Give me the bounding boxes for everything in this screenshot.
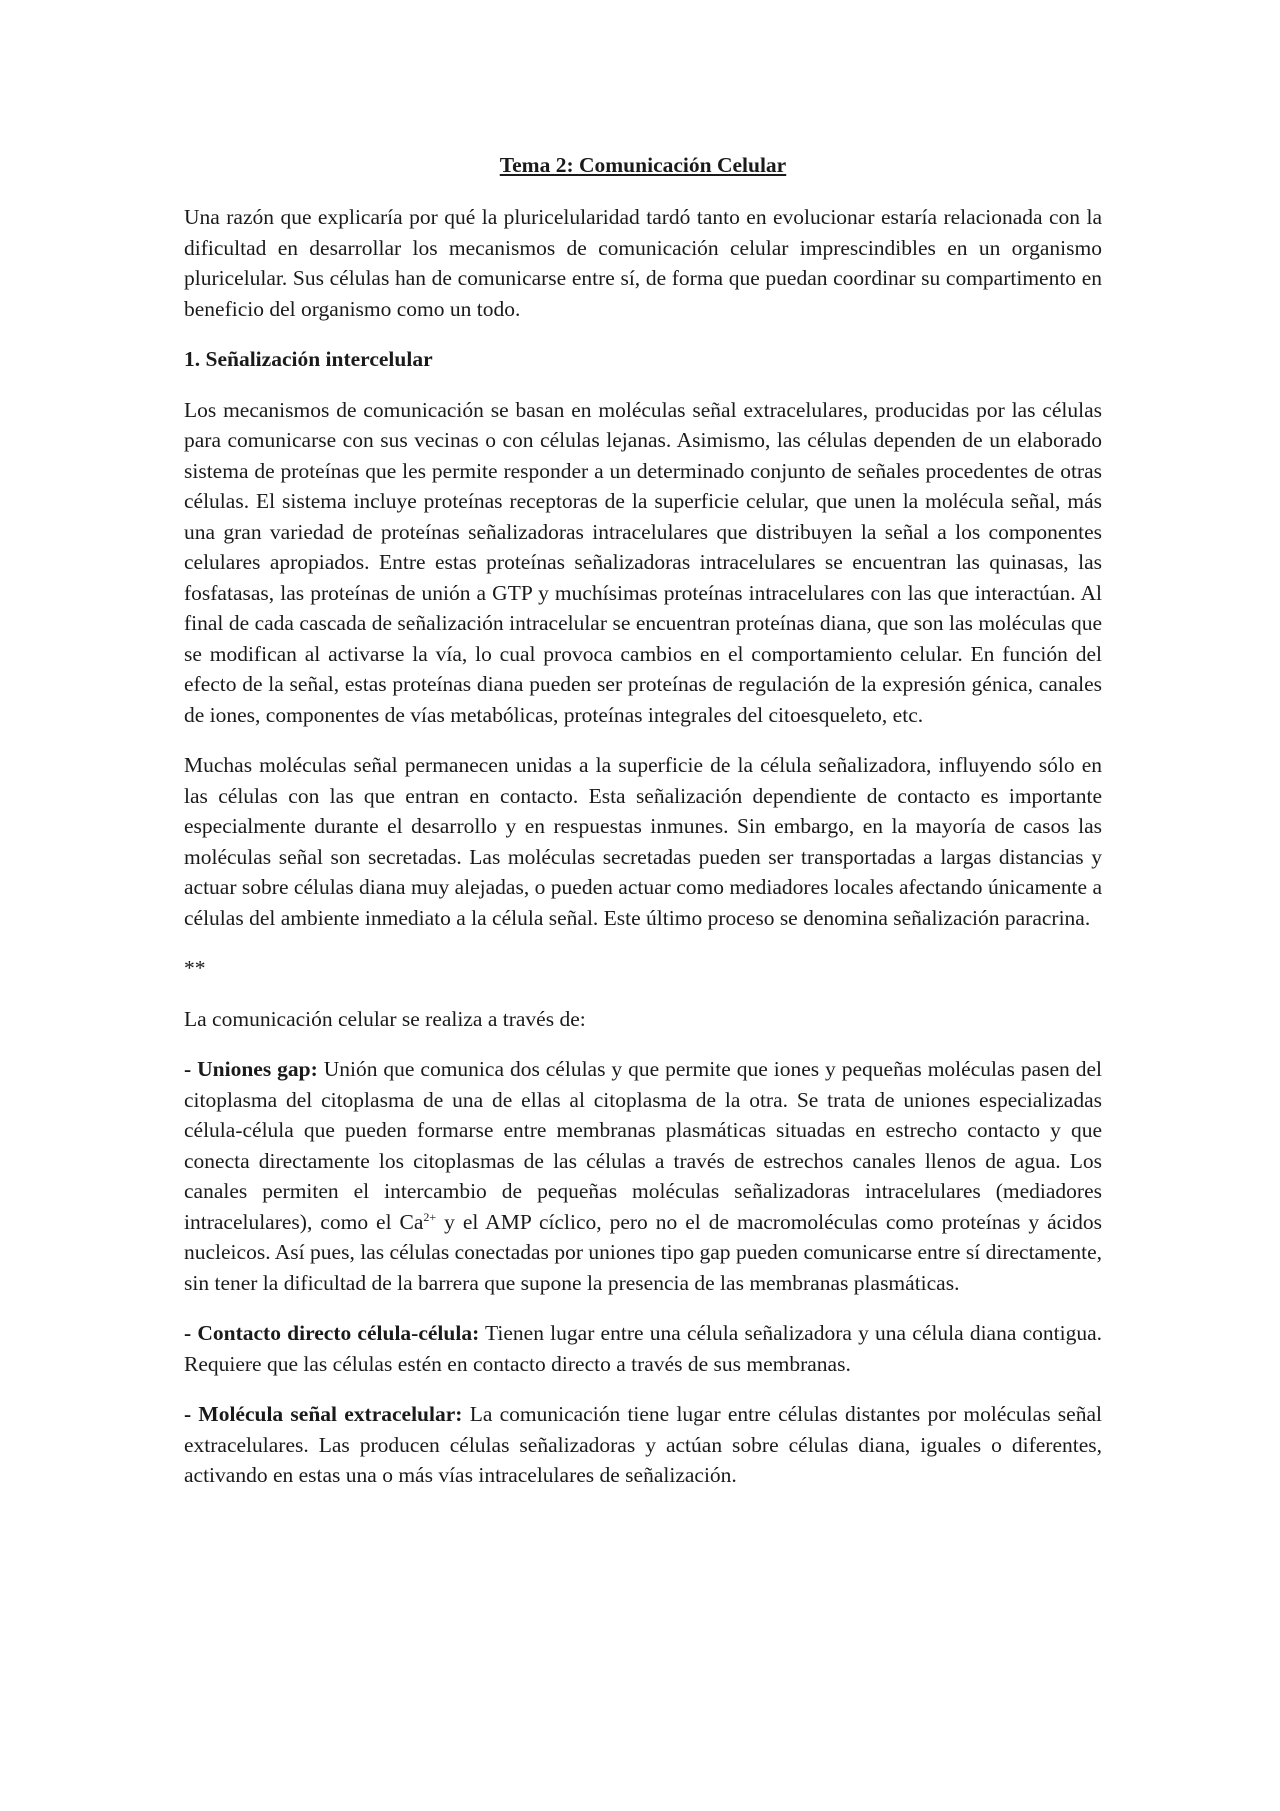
list-item-label: - Contacto directo célula-célula:: [184, 1321, 480, 1345]
list-item-text: La comunicación tiene lugar entre células distantes por moléculas señal extracelulares. Las producen células señalizadoras y actúan sobre células diana, iguales o diferentes, activando en estas una o más vías intracelulares de señalización.: [184, 1402, 1102, 1487]
section-heading: 1. Señalización intercelular: [184, 347, 433, 371]
list-item-label: - Uniones gap:: [184, 1057, 318, 1081]
page-title: Tema 2: Comunicación Celular: [499, 153, 787, 177]
list-item-text: Tienen lugar entre una célula señalizadora y una célula diana contigua. Requiere que las células estén en contacto directo a través de sus membranas.: [184, 1321, 1102, 1376]
separator-mark: **: [184, 956, 206, 980]
list-item-gap-junctions: [184, 1054, 1102, 1298]
list-item-direct-contact: [184, 1318, 1102, 1379]
list-item-label: - Molécula señal extracelular:: [184, 1402, 463, 1426]
list-lead-in: La comunicación celular se realiza a través de:: [184, 1006, 586, 1031]
paragraph-signaling-mechanisms: Los mecanismos de comunicación se basan en moléculas señal extracelulares, producidas por las células para comunicarse con sus vecinas o con células lejanas. Asimismo, las células dependen de un elaborado sistema de proteínas que les permite responder a un determinado conjunto de señales procedentes de otras células. El sistema incluye proteínas receptoras de la superficie celular, que unen la molécula señal, más una gran variedad de proteínas señalizadoras intracelulares que distribuyen la señal a los componentes celulares apropiados. Entre estas proteínas señalizadoras intracelulares se encuentran las quinasas, las fosfatasas, las proteínas de unión a GTP y muchísimas proteínas intracelulares con las que interactúan. Al final de cada cascada de señalización intracelular se encuentran proteínas diana, que son las moléculas que se modifican al activarse la vía, lo cual provoca cambios en el comportamiento celular. En función del efecto de la señal, estas proteínas diana pueden ser proteínas de regulación de la expresión génica, canales de iones, componentes de vías metabólicas, proteínas integrales del citoesqueleto, etc.: [184, 397, 1102, 727]
intro-paragraph: Una razón que explicaría por qué la pluricelularidad tardó tanto en evolucionar estaría relacionada con la dificultad en desarrollar los mecanismos de comunicación celular imprescindibles en un organismo pluricelular. Sus células han de comunicarse entre sí, de forma que puedan coordinar su compartimento en beneficio del organismo como un todo.: [184, 205, 1102, 321]
list-item-text-continued: y el AMP cíclico, pero no el de macromoléculas como proteínas y ácidos nucleicos. Así pues, las células conectadas por uniones tipo gap pueden comunicarse entre sí directamente, sin tener la dificultad de la barrera que supone la presencia de las membranas plasmáticas.: [184, 1209, 1102, 1295]
document-body: [184, 150, 1102, 1511]
superscript-charge: 2+: [423, 1209, 437, 1224]
list-item-text: Unión que comunica dos células y que permite que iones y pequeñas moléculas pasen del citoplasma del citoplasma de una de ellas al citoplasma de la otra. Se trata de uniones especializadas célula-célula que pueden formarse entre membranas plasmáticas situadas en estrecho contacto y que conecta directamente los citoplasmas de las células a través de estrechos canales llenos de agua. Los canales permiten el intercambio de pequeñas moléculas señalizadoras intracelulares (mediadores intracelulares), como el Ca: [184, 1057, 1102, 1234]
list-item-extracellular-signal: [184, 1399, 1102, 1491]
paragraph-secreted-molecules: Muchas moléculas señal permanecen unidas a la superficie de la célula señalizadora, influyendo sólo en las células con las que entran en contacto. Esta señalización dependiente de contacto es importante especialmente durante el desarrollo y en respuestas inmunes. Sin embargo, en la mayoría de casos las moléculas señal son secretadas. Las moléculas secretadas pueden ser transportadas a largas distancias y actuar sobre células diana muy alejadas, o pueden actuar como mediadores locales afectando únicamente a células del ambiente inmediato a la célula señal. Este último proceso se denomina señalización paracrina.: [184, 753, 1102, 930]
